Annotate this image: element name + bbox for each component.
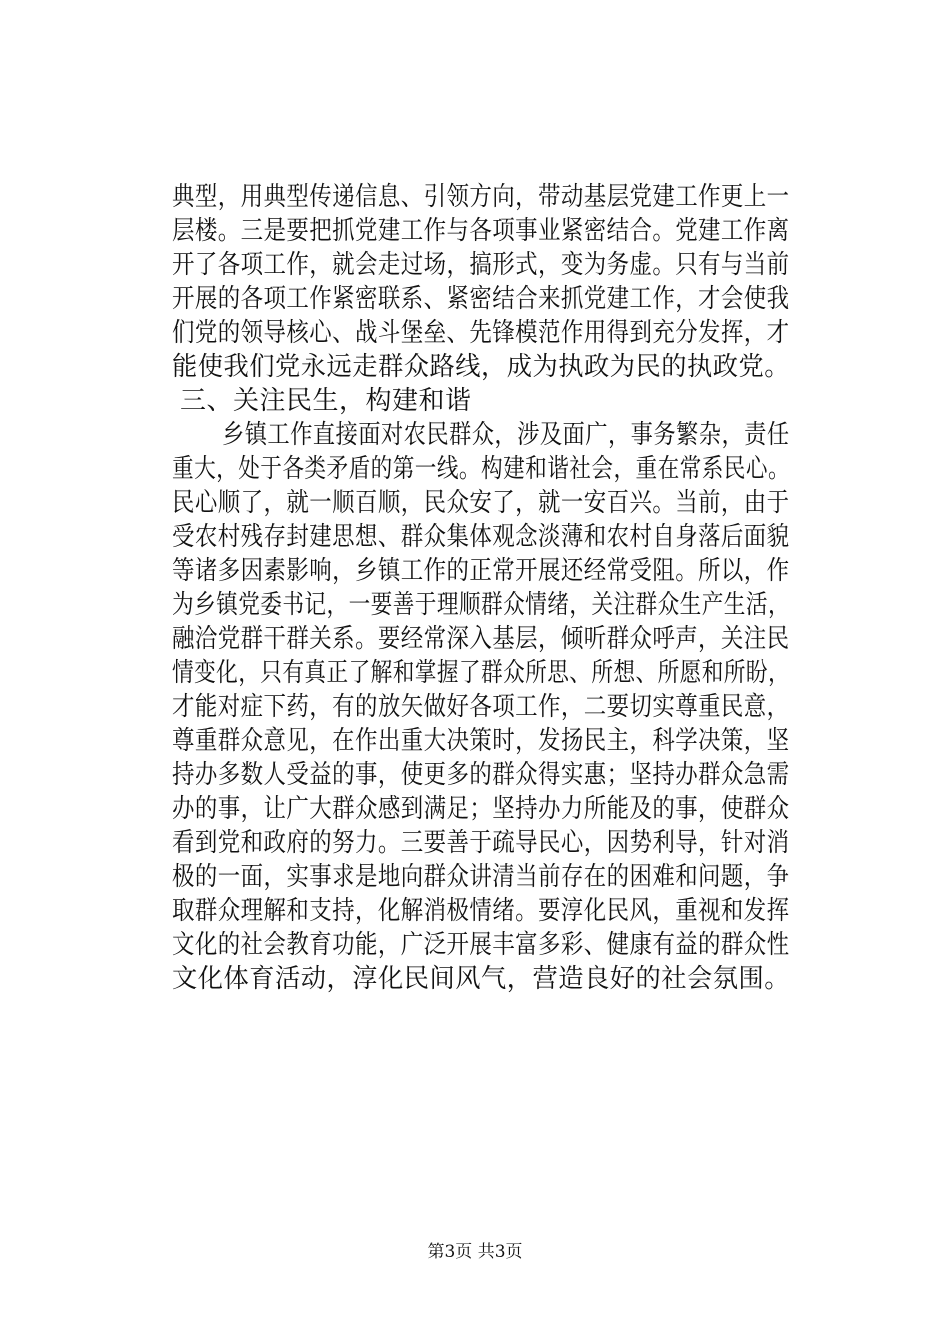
text-line: 受农村残存封建思想、群众集体观念淡薄和农村自身落后面貌 bbox=[172, 522, 790, 552]
text-line: 开展的各项工作紧密联系、紧密结合来抓党建工作，才会使我 bbox=[172, 284, 790, 314]
text-line: 乡镇工作直接面对农民群众，涉及面广，事务繁杂，责任 bbox=[222, 420, 790, 450]
text-line: 典型，用典型传递信息、引领方向，带动基层党建工作更上一 bbox=[172, 182, 790, 212]
text-line: 为乡镇党委书记，一要善于理顺群众情绪，关注群众生产生活， bbox=[172, 590, 791, 620]
section-heading: 三、关注民生，构建和谐 bbox=[180, 386, 472, 416]
text-line: 重大，处于各类矛盾的第一线。构建和谐社会，重在常系民心。 bbox=[172, 454, 791, 484]
text-line: 文化体育活动，淳化民间风气，营造良好的社会氛围。 bbox=[172, 964, 791, 994]
text-line: 看到党和政府的努力。三要善于疏导民心，因势利导，针对消 bbox=[172, 828, 790, 858]
text-line: 尊重群众意见，在作出重大决策时，发扬民主，科学决策，坚 bbox=[172, 726, 790, 756]
text-line: 等诸多因素影响，乡镇工作的正常开展还经常受阻。所以，作 bbox=[172, 556, 790, 586]
page-number-footer: 第3页 共3页 bbox=[427, 1242, 523, 1262]
text-line: 们党的领导核心、战斗堡垒、先锋模范作用得到充分发挥，才 bbox=[172, 318, 790, 348]
text-line: 融洽党群干群关系。要经常深入基层，倾听群众呼声，关注民 bbox=[172, 624, 790, 654]
text-line: 情变化，只有真正了解和掌握了群众所思、所想、所愿和所盼， bbox=[172, 658, 791, 688]
text-line: 办的事，让广大群众感到满足；坚持办力所能及的事，使群众 bbox=[172, 794, 790, 824]
text-line: 开了各项工作，就会走过场，搞形式，变为务虚。只有与当前 bbox=[172, 250, 790, 280]
text-line: 民心顺了，就一顺百顺，民众安了，就一安百兴。当前，由于 bbox=[172, 488, 790, 518]
text-line: 持办多数人受益的事，使更多的群众得实惠；坚持办群众急需 bbox=[172, 760, 790, 790]
text-line: 极的一面，实事求是地向群众讲清当前存在的困难和问题，争 bbox=[172, 862, 790, 892]
text-line: 能使我们党永远走群众路线，成为执政为民的执政党。 bbox=[172, 352, 791, 382]
text-line: 取群众理解和支持，化解消极情绪。要淳化民风，重视和发挥 bbox=[172, 896, 790, 926]
text-line: 文化的社会教育功能，广泛开展丰富多彩、健康有益的群众性 bbox=[172, 930, 790, 960]
text-line: 才能对症下药，有的放矢做好各项工作，二要切实尊重民意， bbox=[172, 692, 790, 722]
text-line: 层楼。三是要把抓党建工作与各项事业紧密结合。党建工作离 bbox=[172, 216, 790, 246]
